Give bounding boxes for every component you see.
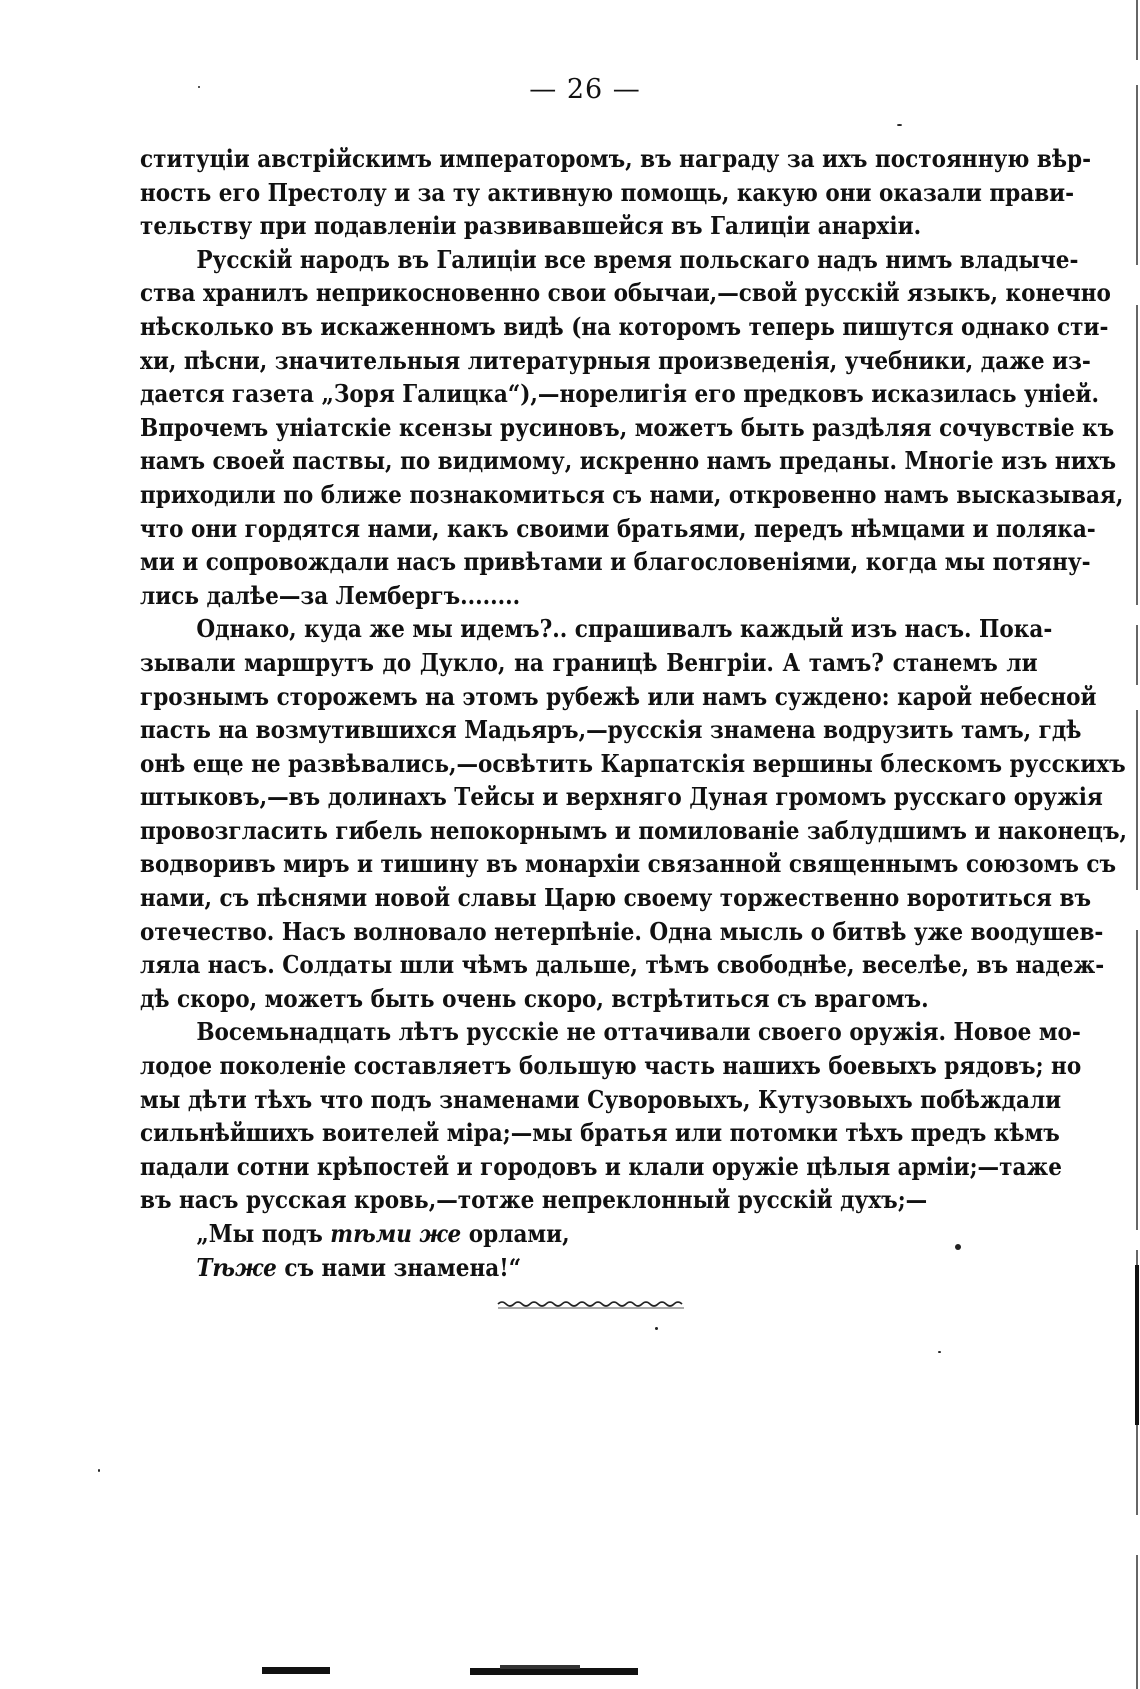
scan-speck	[198, 86, 200, 88]
scan-speck	[98, 1469, 100, 1472]
scan-speck	[938, 1351, 941, 1353]
text-line: сильнѣйшихъ воителей міра;—мы братья или потомки тѣхъ предъ кѣмъ	[140, 1118, 1060, 1148]
body-text	[140, 142, 1128, 1284]
paragraph-3	[140, 612, 1128, 1015]
verse-line-1	[196, 1217, 1037, 1251]
text-line: ность его Престолу и за ту активную помощь, какую они оказали прави-	[140, 177, 1075, 207]
scan-speck	[897, 124, 902, 126]
paragraph-1	[140, 142, 1092, 243]
scan-bottom-smudge-right	[470, 1664, 640, 1678]
text-line: лись далѣе—за Лембергъ........	[140, 580, 521, 610]
text-line: что они гордятся нами, какъ своими братьями, передъ нѣмцами и поляка-	[140, 513, 1096, 543]
verse-quote	[140, 1217, 1038, 1284]
scan-bottom-smudge-left	[262, 1664, 332, 1678]
text-line: онѣ еще не развѣвались,—освѣтить Карпатскія вершины блескомъ русскихъ	[140, 748, 1126, 778]
verse-text: „Мы подъ	[196, 1219, 331, 1248]
text-line: Русскій народъ въ Галиціи все время польскаго надъ нимъ владыче-	[196, 244, 1079, 274]
text-line: мы дѣти тѣхъ что подъ знаменами Суворовыхъ, Кутузовыхъ побѣждали	[140, 1084, 1062, 1114]
text-line: въ насъ русская кровь,—тотже непреклонный русскій духъ;—	[140, 1185, 928, 1215]
verse-italic: тѣми же	[330, 1219, 462, 1248]
text-line: тельству при подавленіи развивавшейся въ Галиціи анархіи.	[140, 211, 922, 241]
text-line: ституціи австрійскимъ императоромъ, въ награду за ихъ постоянную вѣр-	[140, 144, 1092, 173]
text-line: намъ своей паствы, по видимому, искренно намъ преданы. Многіе изъ нихъ	[140, 446, 1117, 476]
text-line: хи, пѣсни, значительныя литературныя произведенія, учебники, даже из-	[140, 345, 1091, 375]
text-line: штыковъ,—въ долинахъ Тейсы и верхняго Дуная громомъ русскаго оружія	[140, 782, 1103, 812]
text-line: ляла насъ. Солдаты шли чѣмъ дальше, тѣмъ свободнѣе, веселѣе, въ надеж-	[140, 950, 1105, 980]
text-line: лодое поколеніе составляетъ большую часть нашихъ боевыхъ рядовъ; но	[140, 1051, 1082, 1081]
paragraph-4	[140, 1015, 1082, 1217]
text-line: пасть на возмутившихся Мадьяръ,—русскія знамена водрузить тамъ, гдѣ	[140, 715, 1082, 745]
scan-speck	[955, 1244, 961, 1250]
text-line: падали сотни крѣпостей и городовъ и клали оружіе цѣлыя арміи;—таже	[140, 1151, 1062, 1181]
text-line: отечество. Насъ волновало нетерпѣніе. Одна мысль о битвѣ уже воодушев-	[140, 916, 1104, 946]
text-line: Восемьнадцать лѣтъ русскіе не оттачивали своего оружія. Новое мо-	[196, 1017, 1081, 1047]
text-line: ми и сопровождали насъ привѣтами и благословеніями, когда мы потяну-	[140, 547, 1091, 577]
verse-text: орлами,	[461, 1219, 570, 1248]
verse-line-2	[196, 1251, 1037, 1285]
page-number: — 26 —	[529, 74, 641, 105]
scan-edge-shadow	[1132, 0, 1140, 1689]
text-line: водворивъ миръ и тишину въ монархіи связанной священнымъ союзомъ съ	[140, 849, 1117, 879]
text-line: нѣсколько въ искаженномъ видѣ (на которомъ теперь пишутся однако сти-	[140, 311, 1109, 341]
paragraph-2	[140, 243, 1124, 613]
scan-speck	[655, 1327, 658, 1330]
wavy-rule-ornament	[496, 1298, 686, 1312]
text-line: грознымъ сторожемъ на этомъ рубежѣ или намъ суждено: карой небесной	[140, 681, 1097, 711]
text-line: нами, съ пѣснями новой славы Царю своему торжественно воротиться въ	[140, 883, 1091, 913]
text-line: приходили по ближе познакомиться съ нами, откровенно намъ высказывая,	[140, 479, 1124, 509]
text-line: Однако, куда же мы идемъ?.. спрашивалъ каждый изъ насъ. Пока-	[196, 614, 1053, 644]
verse-text: съ нами знамена!“	[276, 1252, 522, 1282]
verse-italic: Тѣже	[196, 1252, 277, 1282]
text-line: провозгласить гибель непокорнымъ и помилованіе заблудшимъ и наконецъ,	[140, 815, 1128, 845]
text-line: ства хранилъ неприкосновенно свои обычаи,—свой русскій языкъ, конечно	[140, 278, 1111, 308]
text-line: Впрочемъ уніатскіе ксензы русиновъ, можетъ быть раздѣляя сочувствіе къ	[140, 412, 1115, 442]
text-line: дѣ скоро, можетъ быть очень скоро, встрѣтиться съ врагомъ.	[140, 983, 929, 1013]
text-line: зывали маршрутъ до Дукло, на границѣ Венгріи. А тамъ? станемъ ли	[140, 647, 1038, 677]
text-line: дается газета „Зоря Галицка“),—норелигія его предковъ исказилась уніей.	[140, 379, 1100, 409]
